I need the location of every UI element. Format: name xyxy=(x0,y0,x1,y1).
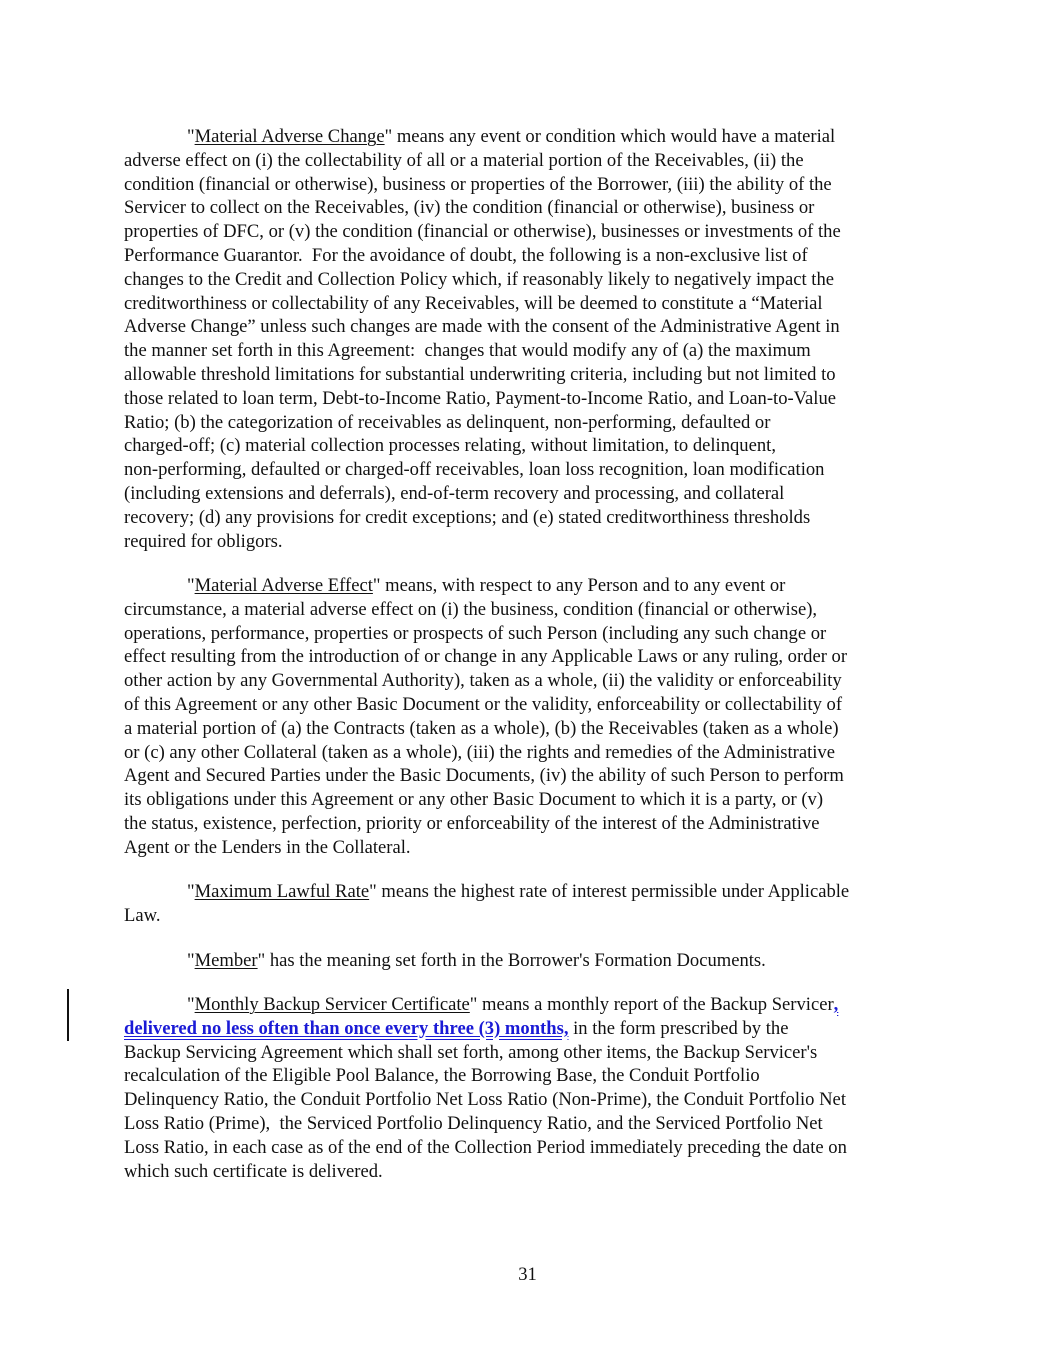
text-line: Loss Ratio (Prime), the Serviced Portfolio Delinquency Ratio, and the Serviced Portfolio Net xyxy=(124,1112,823,1134)
text-line: which such certificate is delivered. xyxy=(124,1160,383,1182)
text-line: delivered no less often than once every three (3) months, in the form prescribed by the xyxy=(124,1017,789,1039)
text-line: charged-off; (c) material collection processes relating, without limitation, to delinquent, xyxy=(124,435,776,457)
text-line: Adverse Change” unless such changes are made with the consent of the Administrative Agent in xyxy=(124,316,840,338)
text-line: allowable threshold limitations for substantial underwriting criteria, including but not limited to xyxy=(124,363,836,385)
text-line: changes to the Credit and Collection Policy which, if reasonably likely to negatively impact the xyxy=(124,268,834,290)
text-line: Law. xyxy=(124,904,161,926)
defined-term: Material Adverse Change xyxy=(194,126,385,147)
definition-monthly-backup-servicer-certificate xyxy=(124,993,936,1183)
defined-term: Maximum Lawful Rate xyxy=(194,881,370,902)
text-line: or (c) any other Collateral (taken as a whole), (iii) the rights and remedies of the Administrative xyxy=(124,741,835,763)
text-line: Agent or the Lenders in the Collateral. xyxy=(124,836,411,858)
definition-first-line: "Monthly Backup Servicer Certificate" means a monthly report of the Backup Servicer, xyxy=(187,994,839,1015)
definition-material-adverse-change xyxy=(124,125,936,553)
text-line: effect resulting from the introduction of or change in any Applicable Laws or any ruling, order or xyxy=(124,646,848,668)
inserted-text: delivered no less often than once every three (3) months, xyxy=(124,1017,569,1039)
definition-first-line: "Material Adverse Effect" means, with respect to any Person and to any event or xyxy=(187,575,786,596)
defined-term: Monthly Backup Servicer Certificate xyxy=(194,994,470,1015)
definition-first-line: "Member" has the meaning set forth in the Borrower's Formation Documents. xyxy=(187,950,766,971)
text-line: required for obligors. xyxy=(124,530,283,552)
text-line: recovery; (d) any provisions for credit exceptions; and (e) stated creditworthiness thresholds xyxy=(124,506,811,528)
text-line: Delinquency Ratio, the Conduit Portfolio Net Loss Ratio (Non-Prime), the Conduit Portfolio Net xyxy=(124,1089,846,1111)
text-line: those related to loan term, Debt-to-Income Ratio, Payment-to-Income Ratio, and Loan-to-Value xyxy=(124,387,837,409)
text-line: creditworthiness or collectability of any Receivables, will be deemed to constitute a “Material xyxy=(124,292,823,314)
text-line: non-performing, defaulted or charged-off receivables, loan loss recognition, loan modification xyxy=(124,459,825,481)
text-line: of this Agreement or any other Basic Document or the validity, enforceability or collectability of xyxy=(124,693,843,715)
text-line: operations, performance, properties or prospects of such Person (including any such change or xyxy=(124,622,827,644)
revision-change-bar xyxy=(67,989,69,1041)
text-line: (including extensions and deferrals), end-of-term recovery and processing, and collateral xyxy=(124,482,785,504)
text-line: other action by any Governmental Authority), taken as a whole, (ii) the validity or enforceability xyxy=(124,670,842,692)
text-line: properties of DFC, or (v) the condition (financial or otherwise), businesses or investments of the xyxy=(124,221,841,243)
definition-first-line: "Maximum Lawful Rate" means the highest rate of interest permissible under Applicable xyxy=(187,881,850,902)
definition-material-adverse-effect xyxy=(124,574,936,860)
definition-maximum-lawful-rate xyxy=(124,880,936,928)
text-line: recalculation of the Eligible Pool Balance, the Borrowing Base, the Conduit Portfolio xyxy=(124,1065,760,1087)
text-line: Servicer to collect on the Receivables, (iv) the condition (financial or otherwise), business or xyxy=(124,197,815,219)
inserted-text: , xyxy=(833,994,839,1015)
definition-first-line: "Material Adverse Change" means any event or condition which would have a material xyxy=(187,126,836,147)
defined-term: Material Adverse Effect xyxy=(194,575,373,596)
text-line: Backup Servicing Agreement which shall set forth, among other items, the Backup Servicer's xyxy=(124,1041,818,1063)
text-line: circumstance, a material adverse effect on (i) the business, condition (financial or otherwise), xyxy=(124,598,818,620)
text-line: the manner set forth in this Agreement: changes that would modify any of (a) the maximum xyxy=(124,340,811,362)
defined-term: Member xyxy=(194,950,258,971)
text-line: Performance Guarantor. For the avoidance of doubt, the following is a non-exclusive list of xyxy=(124,244,808,266)
text-line: its obligations under this Agreement or any other Basic Document to which it is a party, or (v) xyxy=(124,789,824,811)
text-line: Ratio; (b) the categorization of receivables as delinquent, non-performing, defaulted or xyxy=(124,411,771,433)
text-line: condition (financial or otherwise), business or properties of the Borrower, (iii) the ability of the xyxy=(124,173,832,195)
page-number: 31 xyxy=(518,1264,537,1285)
definition-member xyxy=(124,949,936,973)
text-line: adverse effect on (i) the collectability of all or a material portion of the Receivables, (ii) the xyxy=(124,149,804,171)
text-line: Agent and Secured Parties under the Basic Documents, (iv) the ability of such Person to perform xyxy=(124,765,844,787)
text-line: the status, existence, perfection, priority or enforceability of the interest of the Administrative xyxy=(124,812,820,834)
text-line: Loss Ratio, in each case as of the end of the Collection Period immediately preceding the date on xyxy=(124,1136,847,1158)
text-line: a material portion of (a) the Contracts (taken as a whole), (b) the Receivables (taken as a whole) xyxy=(124,717,839,739)
